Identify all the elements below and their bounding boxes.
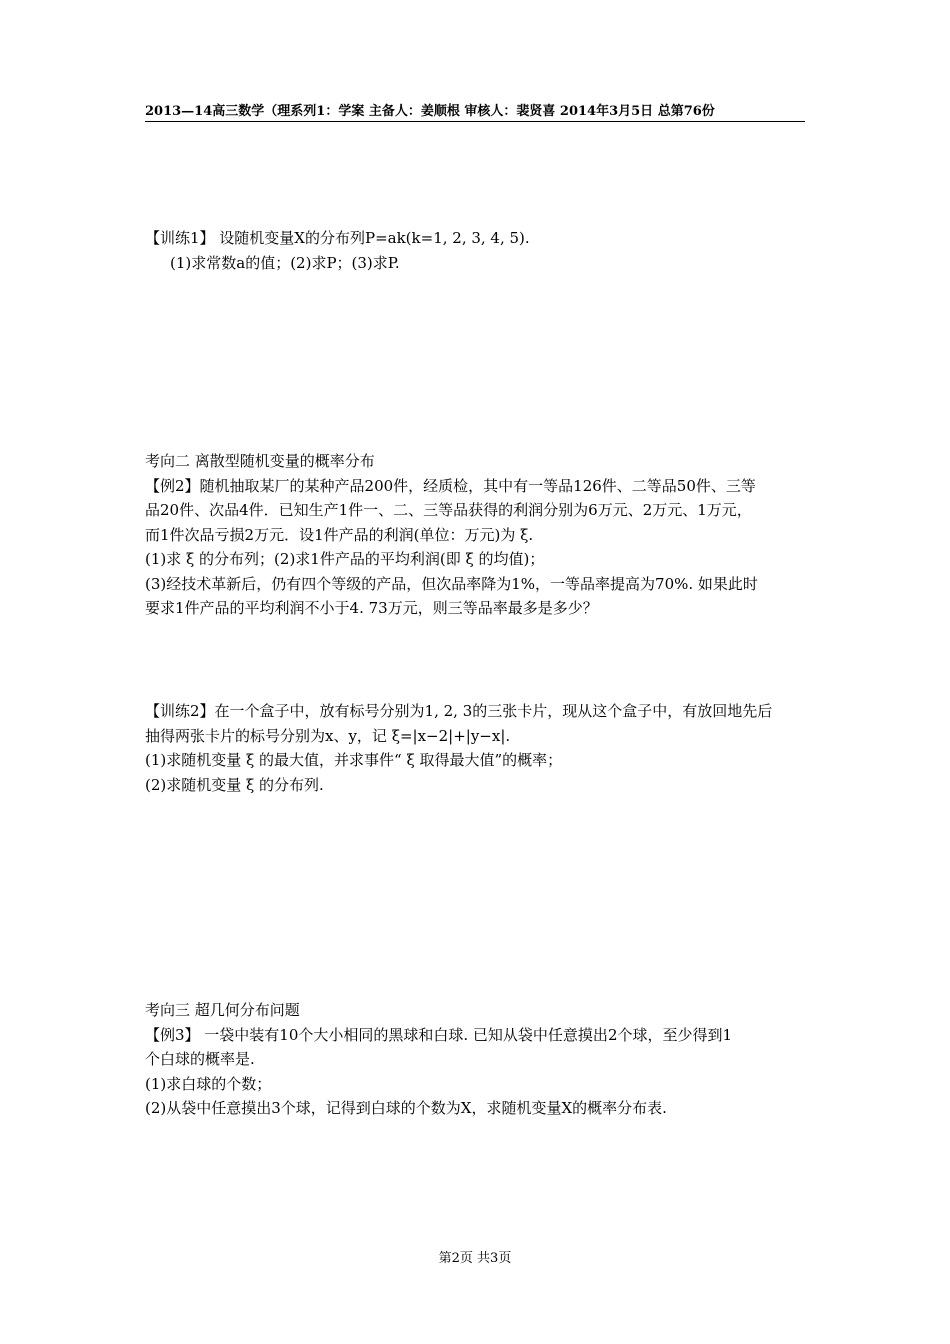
- training-2: [145, 699, 810, 797]
- section-2: [145, 449, 810, 621]
- training-2-line-2: 抽得两张卡片的标号分别为x、y，记 ξ=|x−2|+|y−x|.: [145, 726, 511, 745]
- example-2-line-1: 【例2】随机抽取某厂的某种产品200件，经质检，其中有一等品126件、二等品50件、三等: [145, 476, 756, 495]
- training-1: [145, 226, 810, 275]
- page-footer: 第2页 共3页: [438, 1251, 512, 1266]
- training-2-line-3: (1)求随机变量 ξ 的最大值，并求事件“ ξ 取得最大值”的概率；: [145, 751, 563, 769]
- example-3-line-3: (1)求白球的个数；: [145, 1074, 272, 1093]
- section-3-title: 考向三 超几何分布问题: [145, 1001, 300, 1019]
- training-2-line-1: 【训练2】在一个盒子中，放有标号分别为1, 2, 3的三张卡片，现从这个盒子中，有放回地先后: [145, 702, 773, 720]
- training-1-problem: 【训练1】 设随机变量X的分布列P=ak(k=1, 2, 3, 4, 5).: [145, 229, 530, 247]
- example-2-line-6: 要求1件产品的平均利润不小于4. 73万元，则三等品率最多是多少？: [145, 599, 598, 617]
- example-2-line-4: (1)求 ξ 的分布列；(2)求1件产品的平均利润(即 ξ 的均值)；: [145, 550, 545, 568]
- document-header: 2013—14高三数学（理系列1：学案 主备人：姜顺根 审核人：裴贤喜 2014年3月5日 总第76份: [145, 100, 805, 122]
- section-2-title: 考向二 离散型随机变量的概率分布: [145, 452, 375, 470]
- example-2-line-5: (3)经技术革新后，仍有四个等级的产品，但次品率降为1%，一等品率提高为70%. 如果此时: [145, 574, 758, 593]
- example-3-line-2: 个白球的概率是.: [145, 1050, 255, 1068]
- example-3-line-4: (2)从袋中任意摸出3个球，记得到白球的个数为X，求随机变量X的概率分布表.: [145, 1099, 667, 1117]
- example-2-line-2: 品20件、次品4件．已知生产1件一、二、三等品获得的利润分别为6万元、2万元、1万元，: [145, 501, 752, 519]
- section-3: [145, 998, 810, 1121]
- example-3-line-1: 【例3】 一袋中装有10个大小相同的黑球和白球. 已知从袋中任意摸出2个球，至少得到1: [145, 1025, 733, 1044]
- training-1-questions: (1)求常数a的值；(2)求P；(3)求P.: [170, 253, 400, 272]
- training-2-line-4: (2)求随机变量 ξ 的分布列.: [145, 775, 324, 794]
- example-2-line-3: 而1件次品亏损2万元．设1件产品的利润(单位：万元)为 ξ.: [145, 525, 534, 544]
